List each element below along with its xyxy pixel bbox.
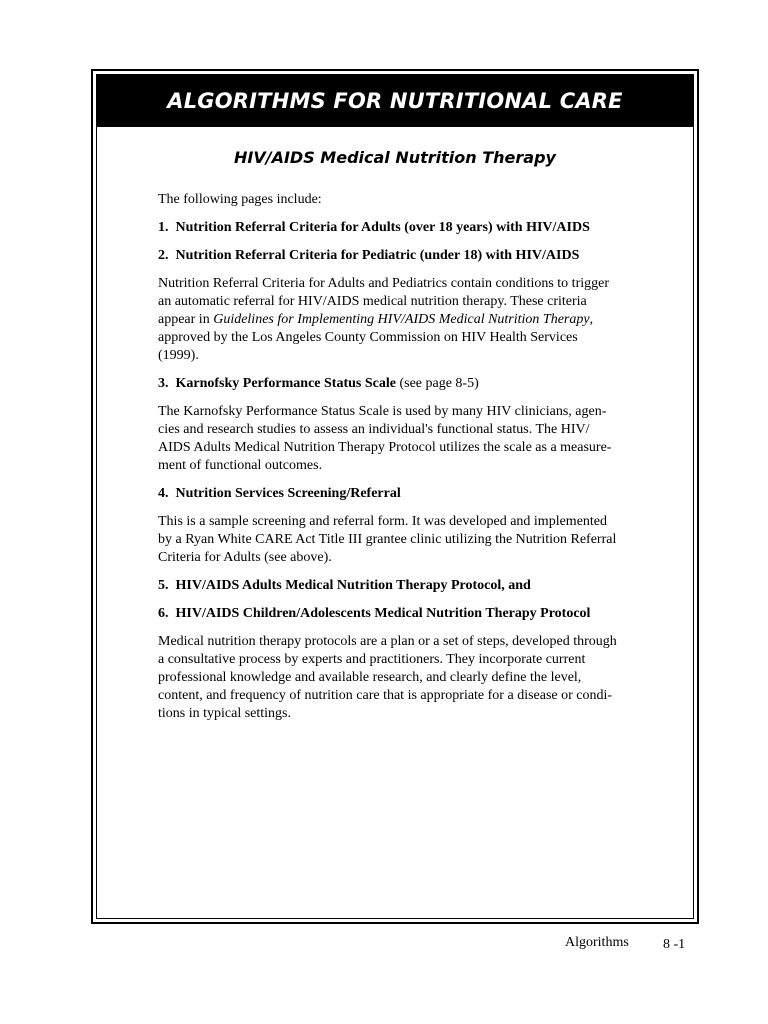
list-item-6: 6. HIV/AIDS Children/Adolescents Medical Nutrition Therapy Protocol — [158, 606, 591, 621]
intro-text: The following pages include: — [158, 192, 322, 207]
footer-page-number: 8 -1 — [663, 937, 686, 952]
list-item-4: 4. Nutrition Services Screening/Referral — [158, 486, 401, 501]
header-title: ALGORITHMS FOR NUTRITIONAL CARE — [167, 88, 623, 113]
document-body — [158, 191, 658, 733]
list-item-2: 2. Nutrition Referral Criteria for Pediatric (under 18) with HIV/AIDS — [158, 248, 580, 263]
list-item-3: 3. Karnofsky Performance Status Scale (see page 8-5) — [158, 376, 479, 391]
document-subtitle: HIV/AIDS Medical Nutrition Therapy — [234, 148, 556, 167]
list-item-5: 5. HIV/AIDS Adults Medical Nutrition Therapy Protocol, and — [158, 578, 531, 593]
paragraph-screening: This is a sample screening and referral form. It was developed and implemented by a Ryan White CARE Act Title III grantee clinic utilizing the Nutrition Referral Criteria for Adults (see above). — [158, 514, 617, 565]
paragraph-referral-criteria: Nutrition Referral Criteria for Adults and Pediatrics contain conditions to trigger an automatic referral for HIV/AIDS medical nutrition therapy. These criteria appear in Guidelines for Implementing HIV/AIDS Medical Nutrition Therapy, approved by the Los Angeles County Commission on HIV Health Services (1999). — [158, 276, 610, 363]
footer-section-label: Algorithms — [565, 935, 629, 950]
header-bar — [96, 74, 694, 127]
paragraph-karnofsky: The Karnofsky Performance Status Scale is used by many HIV clinicians, agen- cies and research studies to assess an individual's functional status. The HIV/ AIDS Adults Medical Nutrition Therapy Protocol utilizes the scale as a measure- ment of functional outcomes. — [158, 404, 612, 473]
guidelines-title: Guidelines for Implementing HIV/AIDS Medical Nutrition Therapy — [213, 312, 590, 327]
list-item-1: 1. Nutrition Referral Criteria for Adults (over 18 years) with HIV/AIDS — [158, 220, 590, 235]
paragraph-protocols: Medical nutrition therapy protocols are a plan or a set of steps, developed through a consultative process by experts and practitioners. They incorporate current professional knowledge and available research, and clearly define the level, content, and frequency of nutrition care that is appropriate for a disease or condi- tions in typical settings. — [158, 634, 617, 721]
